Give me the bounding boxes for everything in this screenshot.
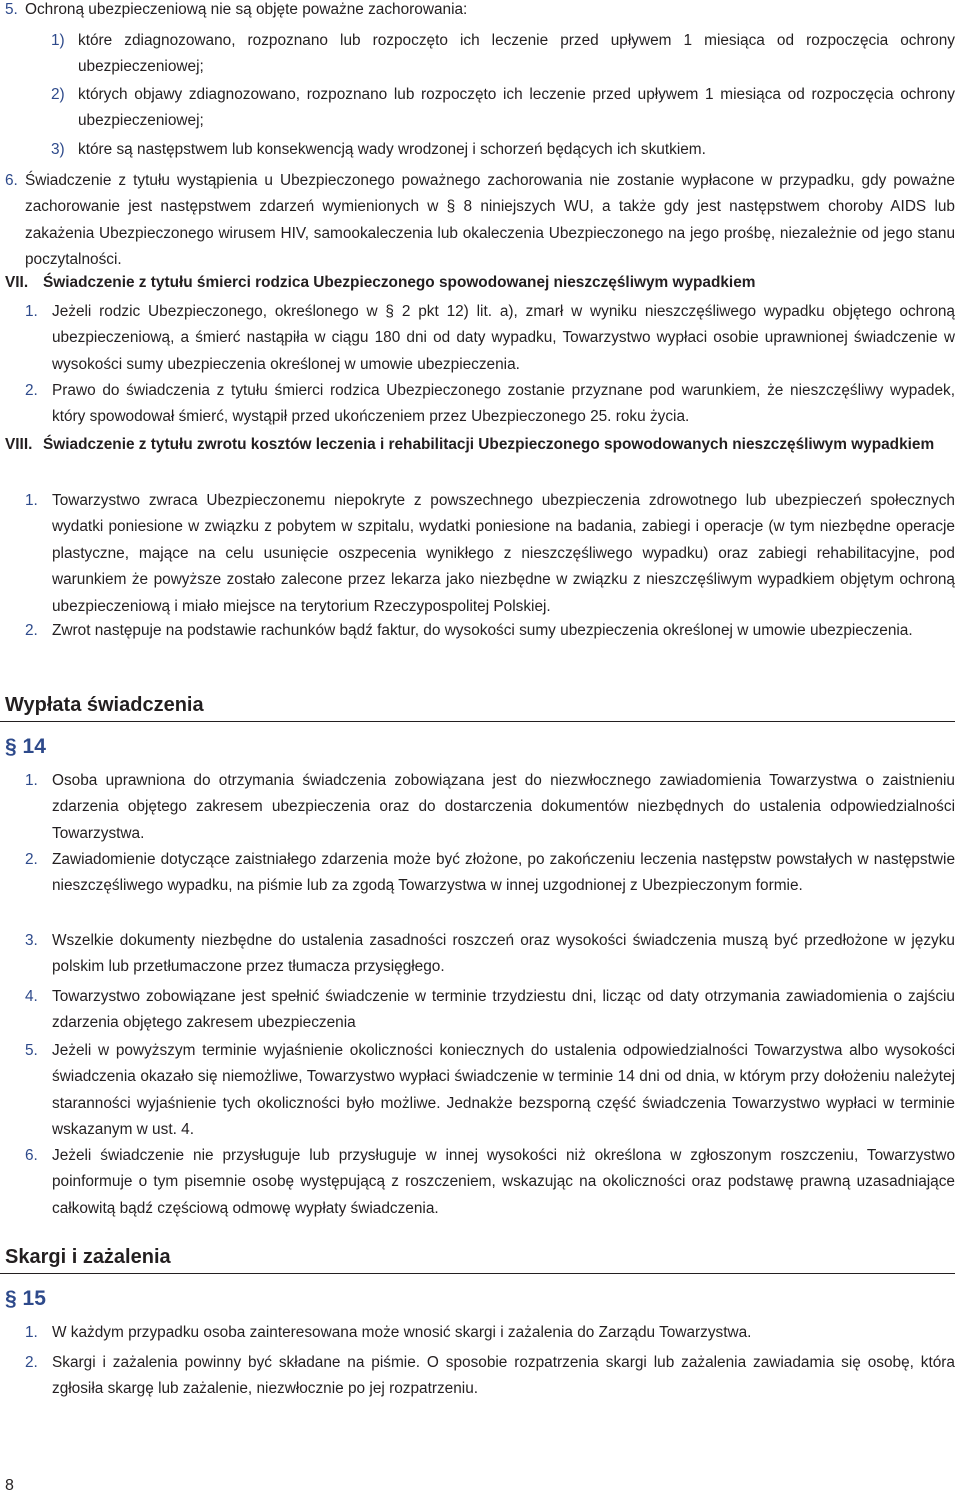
paragraph-symbol-14: § 14 <box>5 735 46 758</box>
wyplata-item-6 <box>0 1143 960 1222</box>
item-text: Skargi i zażalenia powinny być składane na piśmie. O sposobie rozpatrzenia skargi lub zażalenia zawiadamia się osobę, która zgłosiła skargę lub zażalenie, niezwłocznie po jej rozpatrzeniu. <box>52 1354 955 1398</box>
section-vii-item-1 <box>0 299 960 378</box>
item-text: Towarzystwo zwraca Ubezpieczonemu niepokryte z powszechnego ubezpieczenia zdrowotnego lub ubezpieczeń społecznych wydatki poniesione w związku z pobytem w szpitalu, wydatki poniesione na badania, zabiegi i operacje (w tym niezbędne operacje plastyczne, mające na celu usunięcie oszpecenia wynikłego z nieszczęśliwego wypadku) oraz zabiegi rehabilitacyjne, pod warunkiem że powyższe zostało zalecone przez lekarza jako niezbędne w związku z nieszczęśliwym wypadkiem objętym ochroną ubezpieczeniową i miało miejsce na terytorium Rzeczypospolitej Polskiej. <box>52 492 955 615</box>
item-number: 1. <box>25 1324 38 1341</box>
subitem-3 <box>0 137 960 163</box>
item-6-block <box>0 168 960 274</box>
section-viii-item-1 <box>0 488 960 620</box>
subitem-1 <box>0 28 960 81</box>
item-number: 1. <box>25 303 38 320</box>
item-number: 5. <box>25 1042 38 1059</box>
section-number: VIII. <box>5 436 33 453</box>
wyplata-item-3 <box>0 928 960 981</box>
item-number: 3. <box>25 932 38 949</box>
item-text: Towarzystwo zobowiązane jest spełnić świadczenie w terminie trzydziestu dni, licząc od daty otrzymania zawiadomienia o zajściu zdarzenia objętego zakresem ubezpieczenia <box>52 988 955 1032</box>
item-text: Jeżeli świadczenie nie przysługuje lub przysługuje w innej wysokości niż określona w zgłoszonym roszczeniu, Towarzystwo poinformuje o tym pisemnie osobę występującą z roszczeniem, wskazując na okoliczności oraz podstawę prawną uzasadniające całkowitą bądź częściową odmowę wypłaty świadczenia. <box>52 1147 955 1217</box>
item-text: W każdym przypadku osoba zainteresowana może wnosić skargi i zażalenia do Zarządu Towarzystwa. <box>52 1324 752 1341</box>
item-text: Świadczenie z tytułu wystąpienia u Ubezpieczonego poważnego zachorowania nie zostanie wypłacone w przypadku, gdy poważne zachorowanie jest następstwem zdarzeń wymienionych w § 8 niniejszych WU, a także gdy jest następstwem choroby AIDS lub zakażenia Ubezpieczonego wirusem HIV, samookaleczenia lub okaleczenia Ubezpieczonego na jego prośbę, niezależnie od jego stanu poczytalności. <box>25 172 955 269</box>
item-number: 2. <box>25 622 38 639</box>
subitem-text: które są następstwem lub konsekwencją wady wrodzonej i schorzeń będących ich skutkiem. <box>78 141 706 158</box>
section-vii-item-2 <box>0 378 960 431</box>
section-heading-text: Świadczenie z tytułu śmierci rodzica Ubezpieczonego spowodowanej nieszczęśliwym wypadkiem <box>43 274 756 291</box>
item-number: 1. <box>25 492 38 509</box>
title-divider <box>0 721 955 722</box>
wyplata-item-1 <box>0 768 960 847</box>
list-item <box>0 0 960 23</box>
item-number: 2. <box>25 1354 38 1371</box>
paragraph-symbol-15: § 15 <box>5 1287 46 1310</box>
wyplata-item-2 <box>0 847 960 900</box>
item-number: 2. <box>25 851 38 868</box>
subitem-2 <box>0 82 960 135</box>
subitem-text: których objawy zdiagnozowano, rozpoznano lub rozpoczęto ich leczenie przed upływem 1 miesiąca od rozpoczęcia ochrony ubezpieczeniowej; <box>78 86 955 130</box>
item-number: 5. <box>5 1 18 18</box>
item-text: Wszelkie dokumenty niezbędne do ustalenia zasadności roszczeń oraz wysokości świadczenia muszą być przedłożone w języku polskim lub przetłumaczone przez tłumacza przysięgłego. <box>52 932 955 976</box>
skargi-item-1 <box>0 1320 960 1346</box>
list-item <box>0 168 960 274</box>
item-text: Jeżeli w powyższym terminie wyjaśnienie okoliczności koniecznych do ustalenia odpowiedzialności Towarzystwa albo wysokości świadczenia okazało się niemożliwe, Towarzystwo wypłaci świadczenie w terminie 14 dni od dnia, w którym przy dołożeniu należytej staranności wyjaśnienie tych okoliczności było możliwe. Jednakże bezsporną część świadczenia Towarzystwo wypłaci w terminie wskazanym w ust. 4. <box>52 1042 955 1139</box>
item-text: Osoba uprawniona do otrzymania świadczenia zobowiązana jest do niezwłocznego zawiadomienia Towarzystwa o zaistnieniu zdarzenia objętego zakresem ubezpieczenia oraz do dostarczenia dokumentów niezbędnych do ustalenia odpowiedzialności Towarzystwa. <box>52 772 955 842</box>
subitem-number: 1) <box>51 32 65 49</box>
section-heading-text: Świadczenie z tytułu zwrotu kosztów leczenia i rehabilitacji Ubezpieczonego spowodowanych nieszczęśliwym wypadkiem <box>43 436 935 453</box>
item-text: Prawo do świadczenia z tytułu śmierci rodzica Ubezpieczonego zostanie przyznane pod warunkiem, że nieszczęśliwy wypadek, który spowodował śmierć, wystąpił przed ukończeniem przez Ubezpieczonego 25. roku życia. <box>52 382 955 426</box>
section-number: VII. <box>5 274 29 291</box>
item-number: 2. <box>25 382 38 399</box>
wyplata-item-4 <box>0 984 960 1037</box>
subitem-number: 2) <box>51 86 65 103</box>
subitem-text: które zdiagnozowano, rozpoznano lub rozpoczęto ich leczenie przed upływem 1 miesiąca od rozpoczęcia ochrony ubezpieczeniowej; <box>78 32 955 76</box>
skargi-item-2 <box>0 1350 960 1403</box>
item-text: Jeżeli rodzic Ubezpieczonego, określonego w § 2 pkt 12) lit. a), zmarł w wyniku nieszczęśliwego wypadku objętego ochroną ubezpieczeniową, a śmierć nastąpiła w ciągu 180 dni od daty wypadku, Towarzystwo wypłaci osobie uprawnionej świadczenie w wysokości sumy ubezpieczenia określonej w umowie ubezpieczenia. <box>52 303 955 373</box>
item-number: 1. <box>25 772 38 789</box>
section-viii-item-2 <box>0 618 960 644</box>
section-vii-heading <box>0 270 960 296</box>
item-number: 6. <box>5 172 18 189</box>
section-title-wyplata: Wypłata świadczenia <box>5 694 204 716</box>
item-text: Ochroną ubezpieczeniową nie są objęte poważne zachorowania: <box>25 1 468 18</box>
page-number: 8 <box>5 1477 14 1494</box>
item-number: 6. <box>25 1147 38 1164</box>
item-5-block <box>0 0 960 23</box>
section-viii-heading <box>0 432 960 458</box>
wyplata-item-5 <box>0 1038 960 1144</box>
title-divider <box>0 1273 955 1274</box>
section-title-skargi: Skargi i zażalenia <box>5 1246 171 1268</box>
item-text: Zawiadomienie dotyczące zaistniałego zdarzenia może być złożone, po zakończeniu leczenia następstw powstałych w następstwie nieszczęśliwego wypadku, na piśmie lub za zgodą Towarzystwa w innej uzgodnionej z Ubezpieczonym formie. <box>52 851 955 895</box>
subitem-number: 3) <box>51 141 65 158</box>
item-text: Zwrot następuje na podstawie rachunków bądź faktur, do wysokości sumy ubezpieczenia określonej w umowie ubezpieczenia. <box>52 622 913 639</box>
item-number: 4. <box>25 988 38 1005</box>
